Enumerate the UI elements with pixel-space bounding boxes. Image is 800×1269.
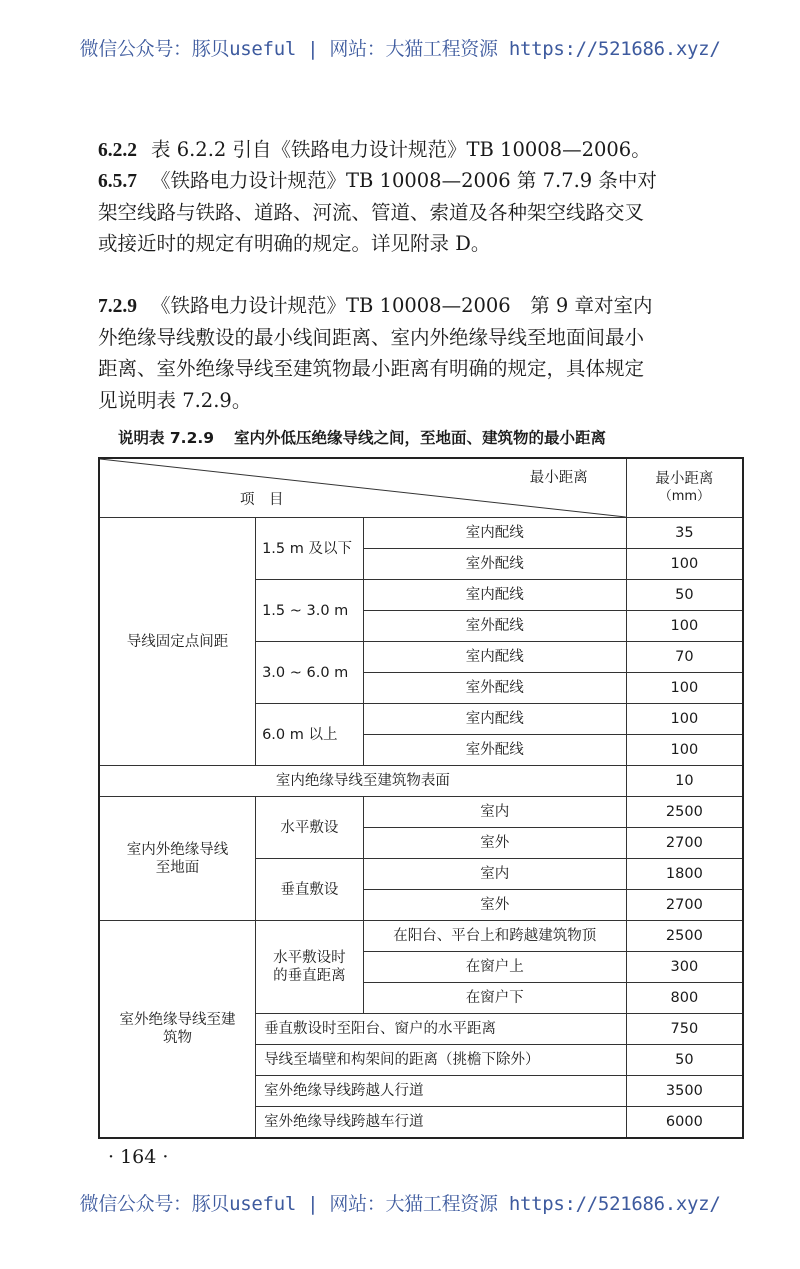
text-line <box>98 134 651 162</box>
item-cell: 室外配线 <box>363 549 626 580</box>
group-label: 导线固定点间距 <box>99 518 256 766</box>
item-cell: 室外配线 <box>363 673 626 704</box>
header-diagonal-cell <box>99 458 626 518</box>
table-title: 室内外低压绝缘导线之间，至地面、建筑物的最小距离 <box>234 429 607 447</box>
table-number: 说明表 7.2.9 <box>118 429 215 447</box>
text-content: 表 6.2.2 引自《铁路电力设计规范》TB 10008—2006。 <box>151 138 651 161</box>
sub-label: 垂直敷设 <box>256 859 364 921</box>
item-cell: 室内 <box>363 859 626 890</box>
sub-label: 3.0 ~ 6.0 m <box>256 642 364 704</box>
table-row <box>99 766 743 797</box>
sub-label: 1.5 ~ 3.0 m <box>256 580 364 642</box>
text-line <box>98 385 251 413</box>
item-cell: 室外 <box>363 890 626 921</box>
item-cell: 垂直敷设时至阳台、窗户的水平距离 <box>256 1014 627 1045</box>
value-cell: 70 <box>626 642 743 673</box>
watermark-top: 微信公众号：豚贝useful | 网站：大猫工程资源 https://521686.xyz/ <box>79 38 721 60</box>
item-cell: 室外绝缘导线跨越车行道 <box>256 1107 627 1139</box>
value-cell: 50 <box>626 580 743 611</box>
clause-number: 7.2.9 <box>98 296 137 317</box>
value-cell: 300 <box>626 952 743 983</box>
item-cell: 室内配线 <box>363 580 626 611</box>
value-cell: 1800 <box>626 859 743 890</box>
text-line <box>98 197 644 225</box>
value-cell: 100 <box>626 673 743 704</box>
item-cell: 室外绝缘导线跨越人行道 <box>256 1076 627 1107</box>
header-unit: （mm） <box>658 489 711 504</box>
text-line <box>98 353 644 381</box>
header-min-distance: 最小距离 <box>529 470 588 486</box>
value-cell: 100 <box>626 735 743 766</box>
item-cell: 室内 <box>363 797 626 828</box>
value-cell: 50 <box>626 1045 743 1076</box>
item-cell: 导线至墙壁和构架间的距离（挑檐下除外） <box>256 1045 627 1076</box>
item-cell: 室内配线 <box>363 642 626 673</box>
value-cell: 800 <box>626 983 743 1014</box>
table-row <box>99 797 743 828</box>
text-line <box>98 228 490 256</box>
value-cell: 100 <box>626 704 743 735</box>
value-cell: 10 <box>626 766 743 797</box>
value-cell: 3500 <box>626 1076 743 1107</box>
text-content: 外绝缘导线敷设的最小线间距离、室内外绝缘导线至地面间最小 <box>98 325 645 349</box>
item-cell: 室外配线 <box>363 611 626 642</box>
group-label: 室内外绝缘导线至地面 <box>99 797 256 921</box>
clause-number: 6.5.7 <box>98 171 137 192</box>
value-cell: 2700 <box>626 890 743 921</box>
group-label: 室外绝缘导线至建筑物 <box>99 921 256 1139</box>
page-number: · 164 · <box>108 1146 169 1168</box>
distance-table <box>98 457 744 1139</box>
header-value <box>626 458 743 518</box>
value-cell: 2500 <box>626 797 743 828</box>
table-caption <box>118 426 606 448</box>
text-line <box>98 290 653 318</box>
clause-number: 6.2.2 <box>98 140 137 161</box>
text-content: 距离、室外绝缘导线至建筑物最小距离有明确的规定，具体规定 <box>98 357 645 380</box>
item-cell: 室外配线 <box>363 735 626 766</box>
value-cell: 750 <box>626 1014 743 1045</box>
text-content: 见说明表 7.2.9。 <box>98 388 252 412</box>
sub-label: 6.0 m 以上 <box>256 704 364 766</box>
table-row <box>99 921 743 952</box>
sub-label: 水平敷设 <box>256 797 364 859</box>
text-line <box>98 165 657 193</box>
header-item: 项 目 <box>240 492 284 508</box>
value-cell: 2500 <box>626 921 743 952</box>
item-cell: 在阳台、平台上和跨越建筑物顶 <box>363 921 626 952</box>
item-cell: 室内配线 <box>363 704 626 735</box>
value-cell: 100 <box>626 549 743 580</box>
header-value-label: 最小距离 <box>655 471 714 487</box>
item-cell: 室外 <box>363 828 626 859</box>
item-cell: 室内配线 <box>363 518 626 549</box>
sub-label: 1.5 m 及以下 <box>256 518 364 580</box>
diagonal-line <box>100 459 626 517</box>
value-cell: 100 <box>626 611 743 642</box>
sub-label: 水平敷设时的垂直距离 <box>256 921 364 1014</box>
text-content: 架空线路与铁路、道路、河流、管道、索道及各种架空线路交叉 <box>98 200 645 224</box>
value-cell: 2700 <box>626 828 743 859</box>
item-cell: 室内绝缘导线至建筑物表面 <box>99 766 626 797</box>
text-line <box>98 322 644 350</box>
watermark-bottom: 微信公众号：豚贝useful | 网站：大猫工程资源 https://521686.xyz/ <box>79 1193 721 1215</box>
item-cell: 在窗户上 <box>363 952 626 983</box>
item-cell: 在窗户下 <box>363 983 626 1014</box>
value-cell: 6000 <box>626 1107 743 1139</box>
text-content: 或接近时的规定有明确的规定。详见附录 D。 <box>98 232 491 255</box>
text-content: 《铁路电力设计规范》TB 10008—2006 第 7.7.9 条中对 <box>151 169 657 192</box>
table-row <box>99 518 743 549</box>
text-content: 《铁路电力设计规范》TB 10008—2006 第 9 章对室内 <box>151 294 653 317</box>
value-cell: 35 <box>626 518 743 549</box>
